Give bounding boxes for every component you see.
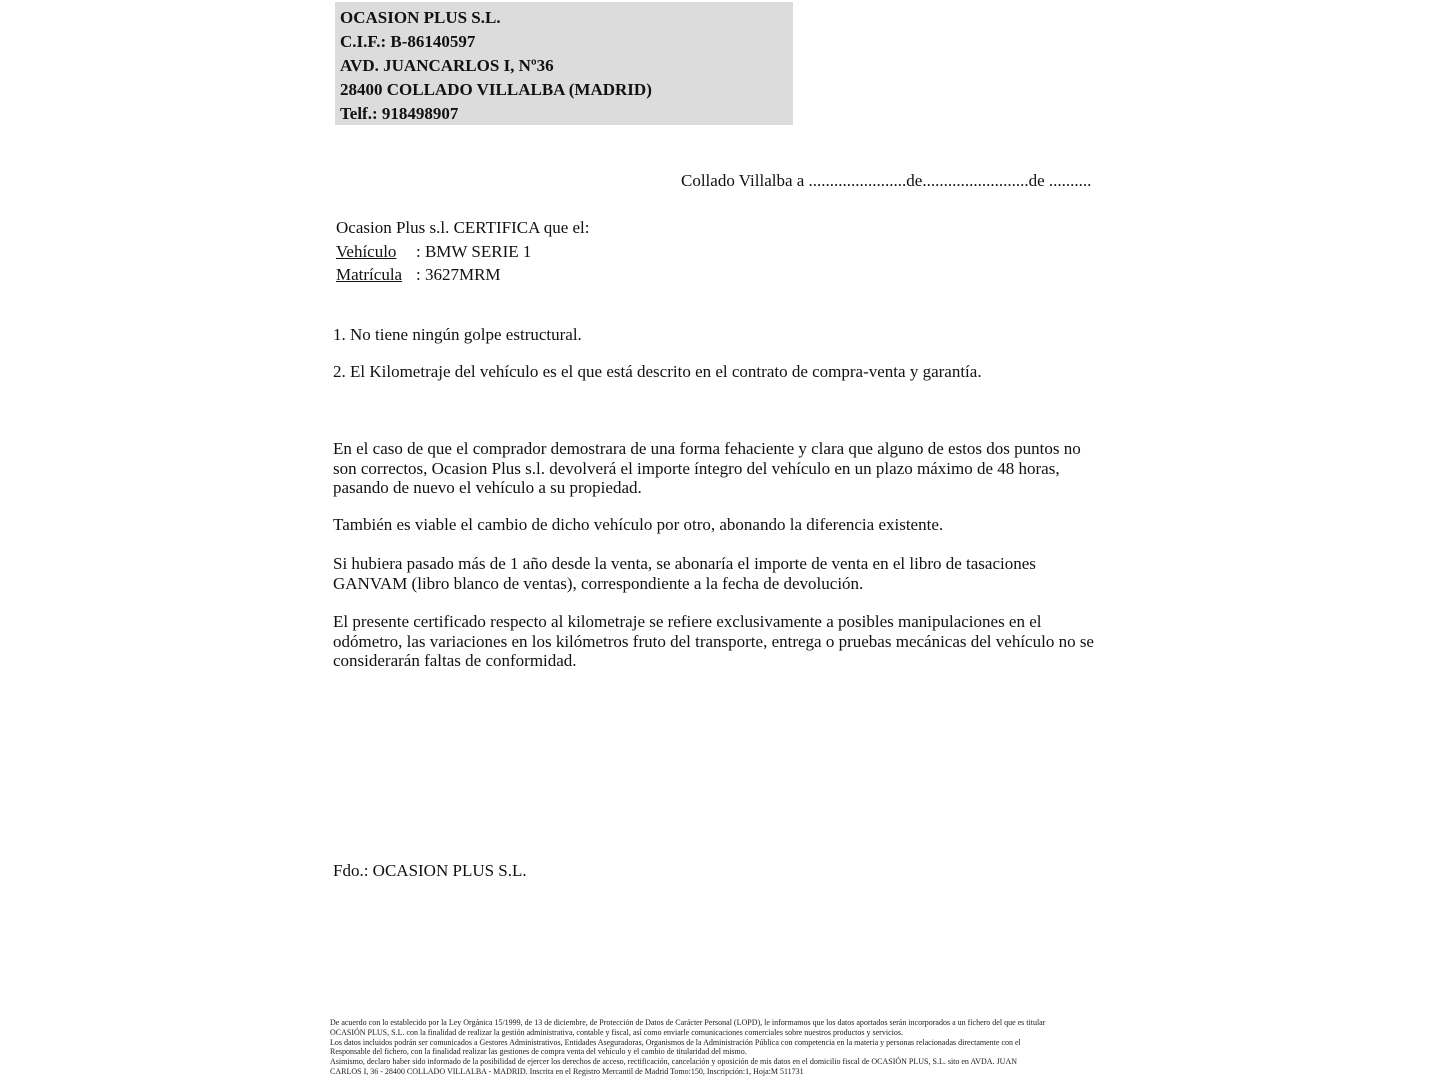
certificate-point-1: 1. No tiene ningún golpe estructural. <box>333 325 582 344</box>
legal-line: CARLOS I, 36 - 28400 COLLADO VILLALBA - MADRID. Inscrita en el Registro Mercantil de Madrid Tomo:150, Inscripción:1, Hoja:M 511731 <box>330 1066 804 1076</box>
paragraph-exchange-option: También es viable el cambio de dicho vehículo por otro, abonando la diferencia existente. <box>333 515 944 534</box>
company-name: OCASION PLUS S.L. <box>340 8 501 27</box>
date-fill-in-line: Collado Villalba a .......................de.........................de .......... <box>681 171 1092 190</box>
vehicle-row <box>336 240 590 264</box>
plate-label: Matrícula <box>336 265 403 284</box>
vehicle-value: : BMW SERIE 1 <box>416 241 532 261</box>
certify-block <box>336 216 590 287</box>
certify-intro: Ocasion Plus s.l. CERTIFICA que el: <box>336 218 590 237</box>
legal-line: Asimismo, declaro haber sido informado de la posibilidad de ejercer los derechos de acceso, rectificación, cancelación y oposición de mis datos en el domicilio fiscal de OCASIÓN PLUS, S.L. sito en AVDA. JUAN <box>330 1057 1018 1067</box>
company-city: 28400 COLLADO VILLALBA (MADRID) <box>340 80 652 99</box>
company-header-box <box>335 2 793 125</box>
legal-line: De acuerdo con lo establecido por la Ley Orgánica 15/1999, de 13 de diciembre, de Protección de Datos de Carácter Personal (LOPD), le informamos que los datos aportados serán incorporados a un fichero del que es titular <box>330 1018 1046 1027</box>
legal-line: Los datos incluidos podrán ser comunicados a Gestores Administrativos, Entidades Aseguradoras, Organismos de la Administración Pública con competencia en la materia y personas relacionadas directamente con el <box>330 1037 1021 1047</box>
legal-line: Responsable del fichero, con la finalidad realizar las gestiones de compra venta del vehículo y el cambio de titularidad del mismo. <box>330 1047 747 1057</box>
paragraph-odometer-disclaimer: El presente certificado respecto al kilometraje se refiere exclusivamente a posibles manipulaciones en el odómetro, las variaciones en los kilómetros fruto del transporte, entrega o pruebas mecánicas del vehículo no se considerarán faltas de conformidad. <box>333 612 1094 671</box>
paragraph-refund-terms: En el caso de que el comprador demostrara de una forma fehaciente y clara que alguno de estos dos puntos no son correctos, Ocasion Plus s.l. devolverá el importe íntegro del vehículo en un plazo máximo de 48 horas, pasando de nuevo el vehículo a su propiedad. <box>333 439 1081 498</box>
company-address: AVD. JUANCARLOS I, Nº36 <box>340 56 554 75</box>
company-phone: Telf.: 918498907 <box>340 104 459 123</box>
legal-notice <box>330 1018 1120 1077</box>
certificate-point-2: 2. El Kilometraje del vehículo es el que está descrito en el contrato de compra-venta y garantía. <box>333 362 982 381</box>
signature-line: Fdo.: OCASION PLUS S.L. <box>333 861 527 880</box>
plate-row <box>336 263 590 287</box>
company-cif: C.I.F.: B-86140597 <box>340 32 476 51</box>
vehicle-label: Vehículo <box>336 241 397 261</box>
plate-value: : 3627MRM <box>416 265 501 284</box>
paragraph-ganvam-valuation: Si hubiera pasado más de 1 año desde la venta, se abonaría el importe de venta en el libro de tasaciones GANVAM (libro blanco de ventas), correspondiente a la fecha de devolución. <box>333 554 1036 593</box>
legal-line: OCASIÓN PLUS, S.L. con la finalidad de realizar la gestión administrativa, contable y fiscal, así como enviarle comunicaciones comerciales sobre nuestros productos y servicios. <box>330 1027 903 1037</box>
